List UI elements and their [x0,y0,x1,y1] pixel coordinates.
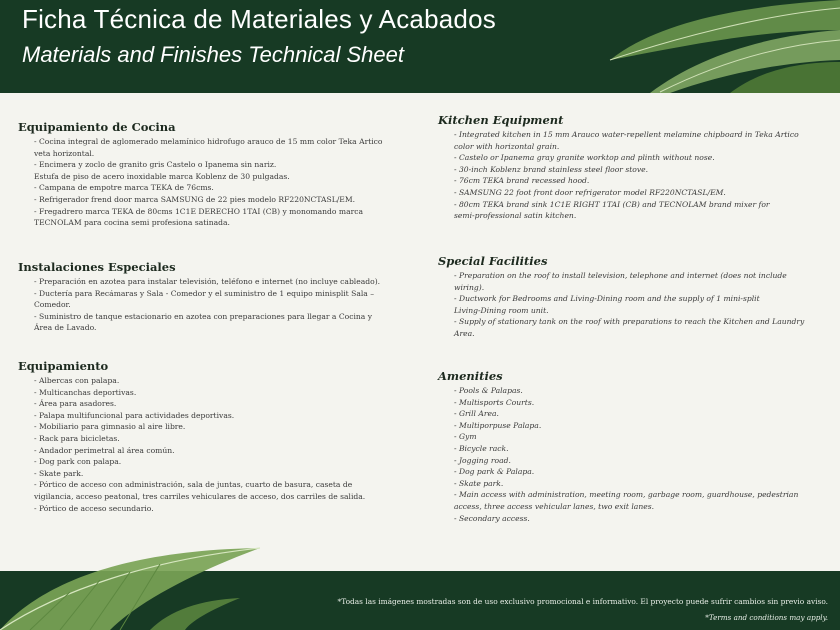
list-item: - SAMSUNG 22 foot front door refrigerator model RF220NCTASL/EM. [454,187,726,197]
list-item: - Área para asadores. [34,399,117,409]
list-item: - 76cm TEKA brand recessed hood. [454,176,590,186]
list-item: - Preparation on the roof to install television, telephone and internet (does not include [454,271,787,280]
list-item: - Skate park. [454,478,504,488]
list-item: - Ductería para Recámaras y Sala - Comedor y el suministro de 1 equipo minisplit Sala – [34,288,375,298]
list-item: - Gym [454,432,477,442]
list-item: TECNOLAM para cocina semi profesiona satinada. [34,218,230,228]
list-item: Living-Dining room unit. [454,305,549,315]
list-item: - Dog park & Palapa. [454,467,535,477]
list-item: - Supply of stationary tank on the roof with preparations to reach the Kitchen and Laundry [454,317,805,327]
section-title: Equipamiento [18,359,109,373]
list-item: - Castelo or Ipanema gray granite worktop and plinth without nose. [454,153,715,163]
banana-leaf-decoration [0,530,280,630]
list-item: - Skate park. [34,468,84,478]
section-instalaciones-especiales [18,260,418,334]
list-item: - Pools & Palapas. [454,386,523,395]
list-item: - Jogging road. [454,455,511,465]
list-item: veta horizontal. [34,148,95,158]
list-item: - Integrated kitchen in 15 mm Arauco water-repellent melamine chipboard in Teka Artico [454,130,799,139]
section-special-facilities [438,254,830,340]
terms-text: *Terms and conditions may apply. [705,613,828,622]
list-item: - Secondary access. [454,513,530,523]
list-item: - Preparación en azotea para instalar televisión, teléfono e internet (no incluye cableado). [34,277,381,286]
list-item: color with horizontal grain. [454,141,560,151]
list-item: - Mobiliario para gimnasio al aire libre. [34,422,186,432]
section-equipamiento [18,359,418,514]
header-banner [0,0,840,93]
list-item: - Campana de empotre marca TEKA de 76cms. [34,183,214,193]
item-list [438,270,830,340]
list-item: access, three access vehicular lanes, two exit lanes. [454,501,655,511]
list-item: - Multicanchas deportivas. [34,387,137,397]
list-item: - Pórtico de acceso con administración, sala de juntas, cuarto de basura, caseta de [34,480,353,490]
list-item: - Encimera y zoclo de granito gris Castelo o Ipanema sin nariz. [34,160,277,170]
list-item: - Refrigerador frend door marca SAMSUNG de 22 pies modelo RF220NCTASL/EM. [34,194,356,204]
list-item: - Andador perimetral al área común. [34,445,175,455]
palm-leaf-decoration [580,0,840,93]
list-item: - Multiporpuse Palapa. [454,420,542,430]
list-item: wiring). [454,282,485,292]
page-title-en: Materials and Finishes Technical Sheet [22,42,404,67]
list-item: - Rack para bicicletas. [34,433,120,443]
list-item: - 30-inch Koblenz brand stainless steel floor stove. [454,164,649,174]
section-title: Instalaciones Especiales [18,260,176,274]
list-item: - Ductwork for Bedrooms and Living-Dining room and the supply of 1 mini-split [454,294,760,304]
item-list [18,375,418,514]
list-item: - Main access with administration, meeting room, garbage room, guardhouse, pedestrian [454,490,799,500]
item-list [438,129,830,222]
list-item: semi-professional satin kitchen. [454,211,577,221]
list-item: - Bicycle rack. [454,443,509,453]
page-title-es: Ficha Técnica de Materiales y Acabados [22,4,496,34]
section-title: Kitchen Equipment [438,113,564,127]
list-item: - Dog park con palapa. [34,457,122,467]
section-title: Amenities [438,369,503,383]
section-amenities [438,369,830,524]
list-item: Estufa de piso de acero inoxidable marca Koblenz de 30 pulgadas. [34,171,290,181]
list-item: Area. [454,328,475,338]
section-title: Special Facilities [438,254,548,268]
section-equipamiento-cocina [18,120,418,229]
list-item: - Palapa multifuncional para actividades deportivas. [34,410,235,420]
list-item: - 80cm TEKA brand sink 1C1E RIGHT 1TAI (CB) and TECNOLAM brand mixer for [454,199,770,209]
item-list [18,276,418,334]
list-item: vigilancia, acceso peatonal, tres carriles vehiculares de acceso, dos carriles de salida. [34,491,366,501]
content-area [0,93,840,571]
item-list [18,136,418,229]
list-item: - Multisports Courts. [454,397,535,407]
list-item: Área de Lavado. [34,323,97,333]
list-item: - Cocina integral de aglomerado melamínico hidrofugo arauco de 15 mm color Teka Artico [34,137,383,146]
list-item: Comedor. [34,300,71,310]
disclaimer-text: *Todas las imágenes mostradas son de uso exclusivo promocional e informativo. El proyecto puede sufrir cambios sin previo aviso. [337,597,828,606]
section-title: Equipamiento de Cocina [18,120,176,134]
item-list [438,385,830,524]
list-item: - Grill Area. [454,409,499,419]
section-kitchen-equipment [438,113,830,222]
list-item: - Pórtico de acceso secundario. [34,503,154,513]
list-item: - Fregadrero marca TEKA de 80cms 1C1E DERECHO 1TAI (CB) y monomando marca [34,206,364,216]
list-item: - Suministro de tanque estacionario en azotea con preparaciones para llegar a Cocina y [34,311,373,321]
list-item: - Albercas con palapa. [34,376,120,385]
